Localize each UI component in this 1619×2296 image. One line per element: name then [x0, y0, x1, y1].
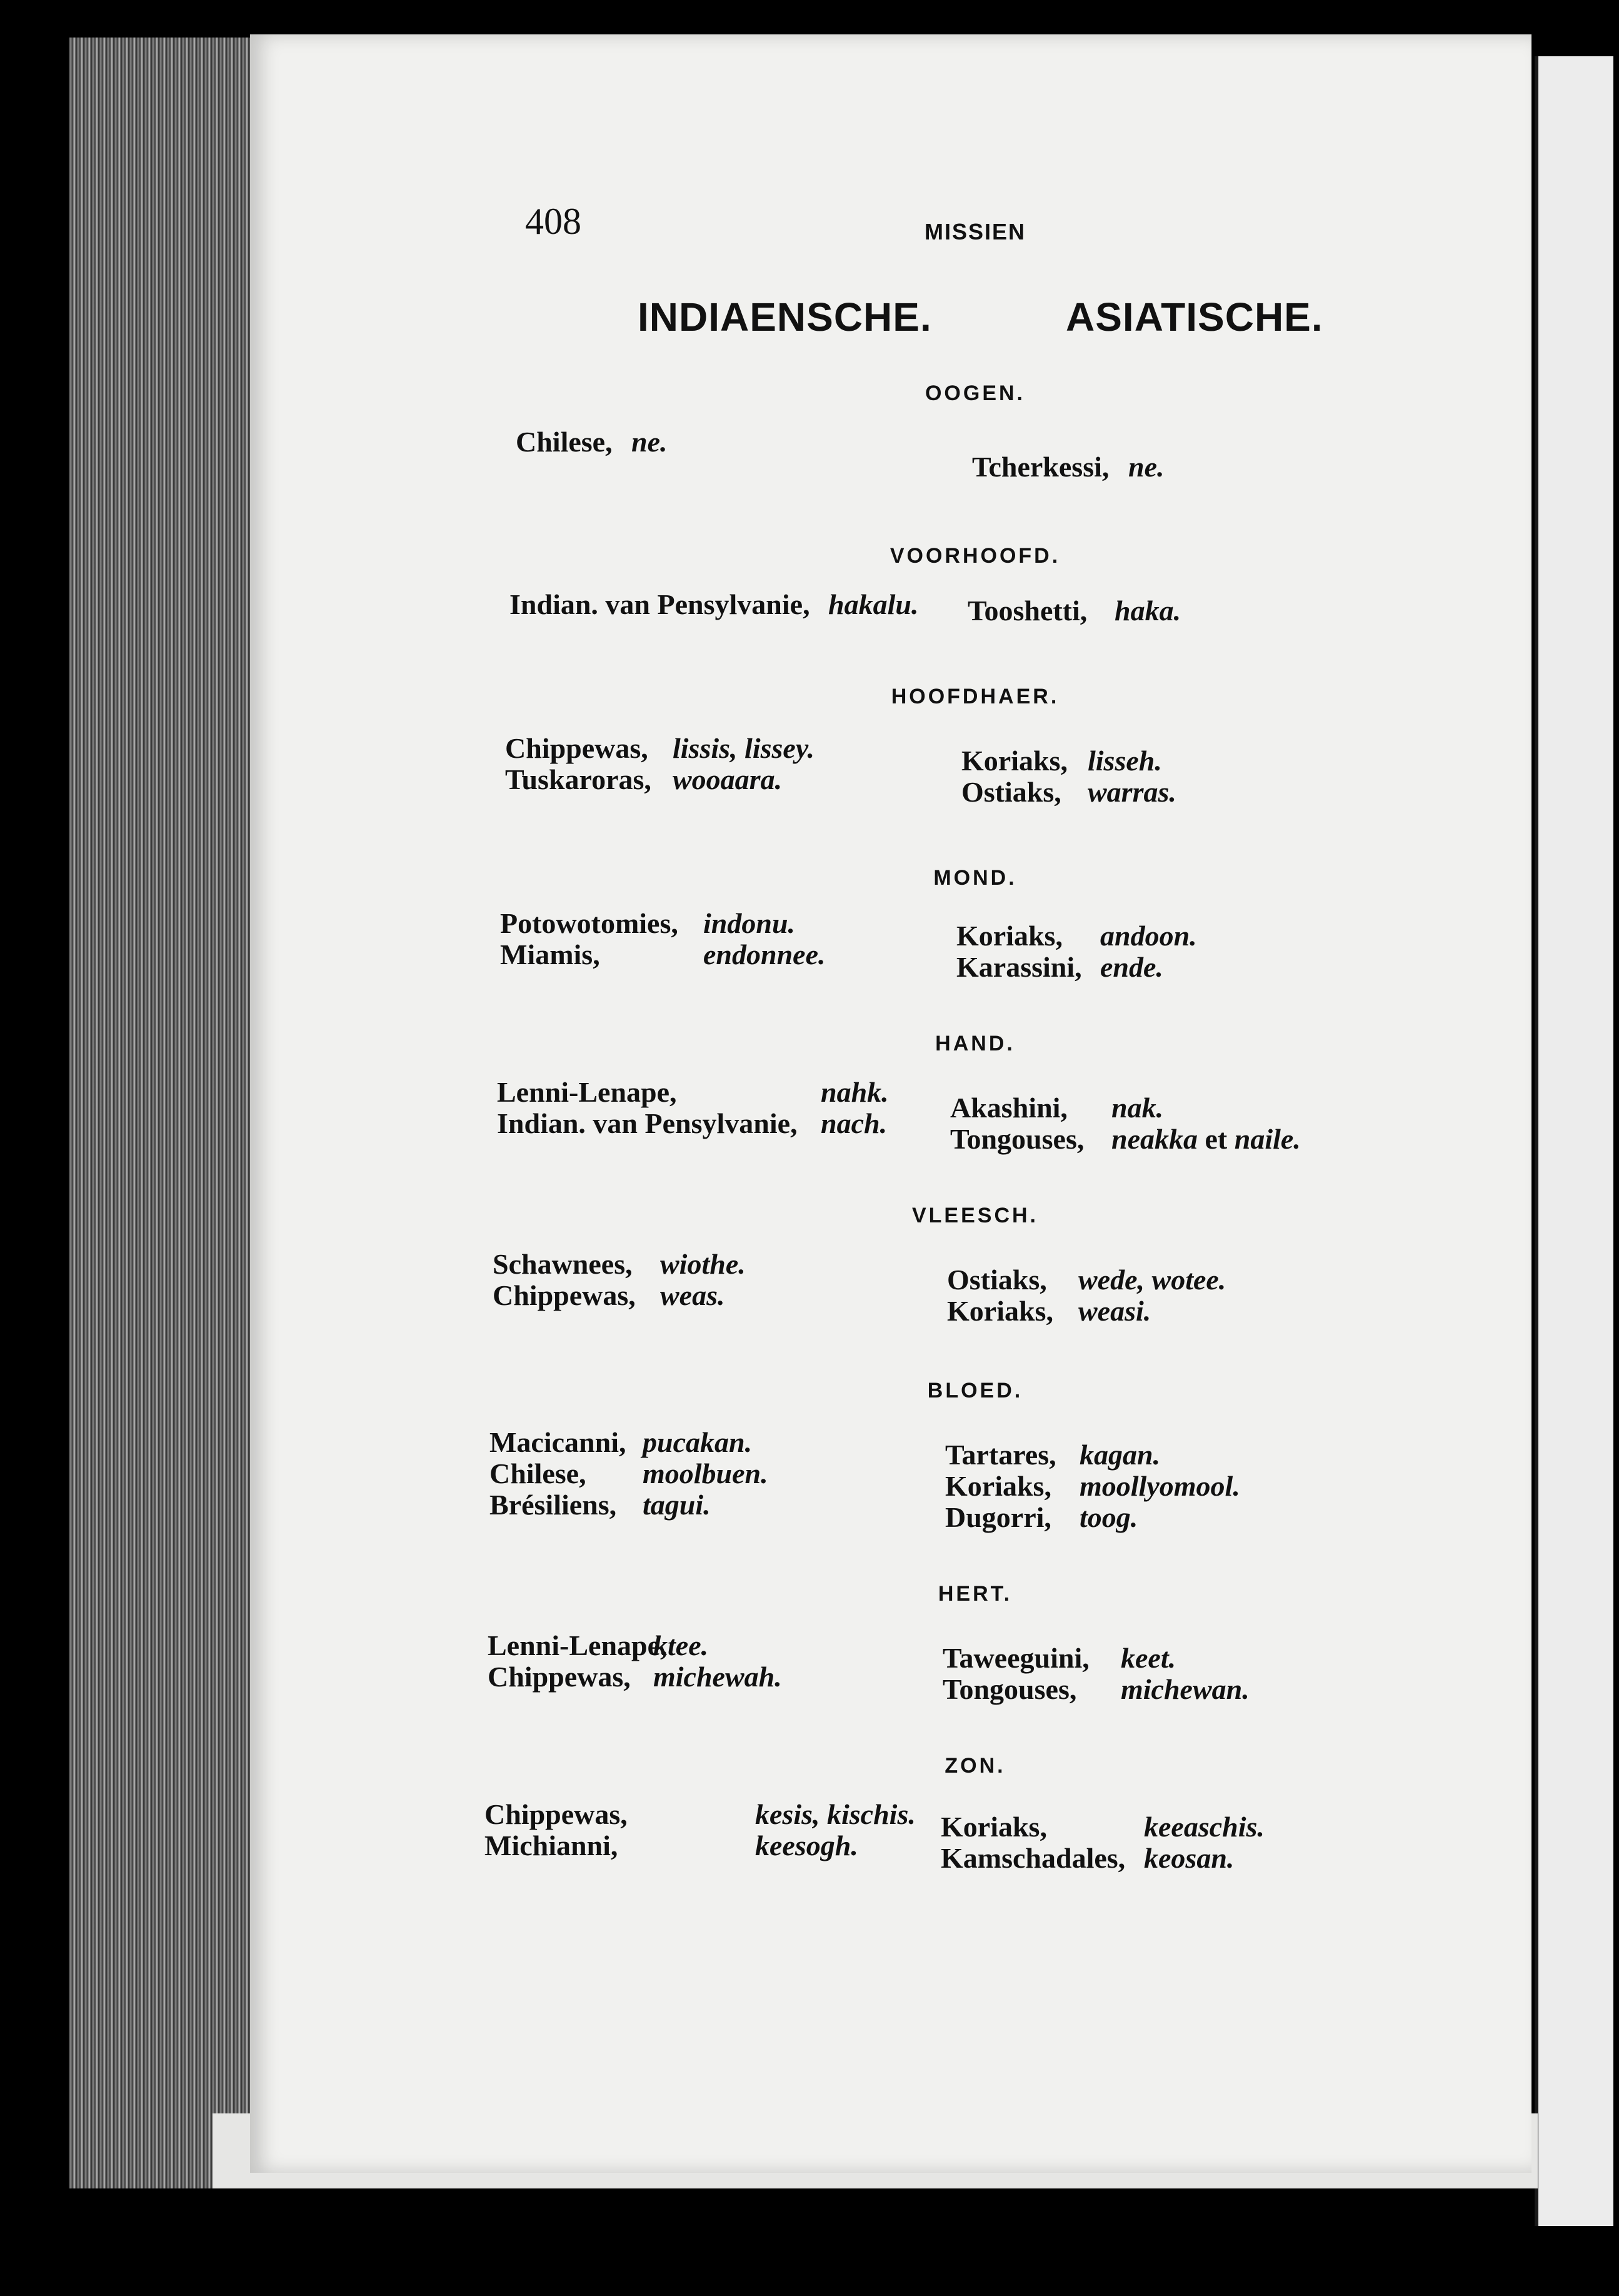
tribe-name: Taweeguini,: [943, 1642, 1090, 1674]
section-label: HOOFDHAER.: [891, 685, 1060, 708]
word: naile.: [1234, 1123, 1301, 1155]
entry-left: [505, 763, 783, 796]
word: kagan.: [1080, 1439, 1161, 1471]
entry-left: [493, 1247, 746, 1281]
word: keeaschis.: [1144, 1811, 1265, 1843]
entry-right: [941, 1841, 1235, 1875]
word: nach.: [821, 1107, 888, 1139]
tribe-name: Lenni-Lenape,: [497, 1076, 677, 1108]
section-label: VLEESCH.: [911, 1204, 1039, 1227]
entry-right: [961, 775, 1176, 808]
word: wiothe.: [660, 1248, 746, 1280]
word: tagui.: [643, 1489, 711, 1521]
tribe-name: Potowotomies,: [500, 907, 678, 939]
section-label: HERT.: [938, 1582, 1013, 1606]
tribe-name: Dugorri,: [945, 1501, 1051, 1533]
word: andoon.: [1100, 920, 1197, 952]
tribe-name: Tongouses,: [950, 1123, 1085, 1155]
word: ne.: [1128, 451, 1165, 483]
entry-right: [968, 594, 1181, 627]
entry-left: [488, 1629, 709, 1662]
word: ende.: [1100, 951, 1163, 983]
conjunction: et: [1205, 1123, 1228, 1155]
tribe-name: Ostiaks,: [947, 1264, 1047, 1296]
entry-left: [484, 1829, 858, 1862]
entry-right: [941, 1810, 1265, 1843]
entry-left: [497, 1075, 889, 1109]
tribe-name: Miamis,: [500, 939, 600, 970]
word: hakalu.: [828, 588, 919, 620]
book-page: [250, 34, 1531, 2173]
entry-right: [961, 744, 1162, 777]
page-number: 408: [525, 201, 581, 242]
section-label: BLOED.: [927, 1379, 1023, 1402]
word: weasi.: [1078, 1295, 1151, 1327]
right-column-heading: ASIATISCHE.: [1066, 295, 1323, 340]
tribe-name: Chilese,: [489, 1458, 586, 1489]
book-edge: [69, 38, 256, 2188]
tribe-name: Macicanni,: [489, 1426, 626, 1458]
entry-left: [500, 938, 826, 971]
entry-left: [489, 1457, 768, 1490]
word: nak.: [1111, 1092, 1164, 1124]
entry-right: [945, 1501, 1138, 1534]
running-head: MISSIEN: [924, 219, 1026, 244]
word: indonu.: [703, 907, 796, 939]
word: wede, wotee.: [1078, 1264, 1226, 1296]
tribe-name: Karassini,: [956, 951, 1082, 983]
word: kesis, kischis.: [755, 1798, 916, 1830]
tribe-name: Chippewas,: [493, 1279, 636, 1311]
entry-right: [950, 1091, 1164, 1124]
tribe-name: Chippewas,: [505, 732, 648, 764]
tribe-name: Lenni-Lenape,: [488, 1629, 668, 1661]
word: toog.: [1080, 1501, 1138, 1533]
section-label: VOORHOOFD.: [890, 544, 1061, 568]
entry-right: [947, 1294, 1151, 1327]
word: wooaara.: [673, 763, 783, 795]
word: michewan.: [1121, 1673, 1250, 1705]
tribe-name: Koriaks,: [941, 1811, 1047, 1843]
section-label: HAND.: [935, 1032, 1015, 1055]
tribe-name: Chilese,: [516, 426, 613, 458]
entry-left: [516, 425, 668, 458]
tribe-name: Koriaks,: [961, 745, 1068, 777]
word: keesogh.: [755, 1830, 858, 1861]
word: lissis, lissey.: [673, 732, 815, 764]
tribe-name: Koriaks,: [956, 920, 1063, 952]
entry-right: [947, 1263, 1226, 1296]
word: haka.: [1115, 595, 1181, 627]
tribe-name: Schawnees,: [493, 1248, 633, 1280]
tribe-name: Indian. van Pensylvanie,: [497, 1107, 798, 1139]
word: endonnee.: [703, 939, 826, 970]
entry-right: [945, 1438, 1161, 1471]
left-column-heading: INDIAENSCHE.: [638, 295, 932, 340]
word: moollyomool.: [1080, 1470, 1240, 1502]
section-label: OOGEN.: [925, 381, 1026, 405]
word: ne.: [631, 426, 668, 458]
tribe-name: Tcherkessi,: [972, 451, 1110, 483]
word: moolbuen.: [643, 1458, 768, 1489]
word: neakka: [1111, 1123, 1198, 1155]
tribe-name: Koriaks,: [947, 1295, 1053, 1327]
tribe-name: Brésiliens,: [489, 1489, 617, 1521]
tribe-name: Kamschadales,: [941, 1842, 1126, 1874]
word: ktee.: [653, 1629, 709, 1661]
word: michewah.: [653, 1661, 782, 1693]
entry-left: [484, 1798, 916, 1831]
word: keet.: [1121, 1642, 1176, 1674]
word: lisseh.: [1088, 745, 1162, 777]
word: nahk.: [821, 1076, 889, 1108]
tribe-name: Chippewas,: [488, 1661, 631, 1693]
tribe-name: Tartares,: [945, 1439, 1056, 1471]
tribe-name: Tongouses,: [943, 1673, 1077, 1705]
tribe-name: Koriaks,: [945, 1470, 1051, 1502]
entry-left: [509, 588, 919, 621]
section-label: ZON.: [945, 1754, 1006, 1778]
entry-right: [956, 919, 1197, 952]
word-group: [1111, 1122, 1301, 1156]
entry-right: [956, 950, 1163, 984]
entry-left: [497, 1107, 888, 1140]
word: weas.: [660, 1279, 725, 1311]
entry-left: [493, 1279, 725, 1312]
section-label: MOND.: [933, 866, 1017, 890]
entry-left: [505, 732, 815, 765]
entry-left: [489, 1488, 711, 1521]
entry-right: [950, 1122, 1301, 1156]
entry-right: [943, 1673, 1250, 1706]
entry-left: [489, 1426, 753, 1459]
entry-right: [943, 1641, 1176, 1674]
word: warras.: [1088, 776, 1176, 808]
tribe-name: Tooshetti,: [968, 595, 1088, 627]
entry-left: [488, 1660, 782, 1693]
tribe-name: Akashini,: [950, 1092, 1068, 1124]
tribe-name: Indian. van Pensylvanie,: [509, 588, 810, 620]
tribe-name: Michianni,: [484, 1830, 618, 1861]
tribe-name: Tuskaroras,: [505, 763, 651, 795]
word: pucakan.: [643, 1426, 753, 1458]
entry-right: [945, 1469, 1240, 1503]
entry-left: [500, 907, 796, 940]
word: keosan.: [1144, 1842, 1235, 1874]
tribe-name: Ostiaks,: [961, 776, 1061, 808]
entry-right: [972, 450, 1165, 483]
tribe-name: Chippewas,: [484, 1798, 628, 1830]
